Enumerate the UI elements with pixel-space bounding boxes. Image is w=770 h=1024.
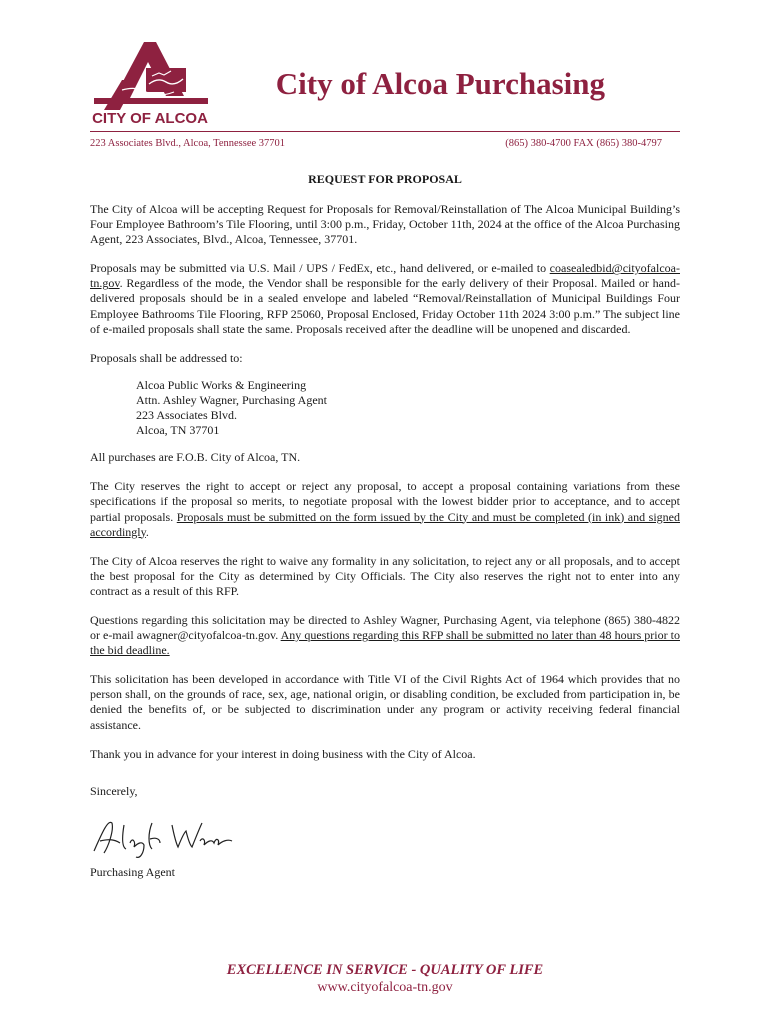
letter-body xyxy=(90,202,680,894)
address-line: Alcoa Public Works & Engineering xyxy=(136,377,307,392)
paragraph-thanks: Thank you in advance for your interest in doing business with the City of Alcoa. xyxy=(90,746,476,761)
paragraph-submission xyxy=(90,261,680,336)
header-phone-fax: (865) 380-4700 FAX (865) 380-4797 xyxy=(505,138,662,149)
paragraph-addressed-to: Proposals shall be addressed to: xyxy=(90,350,243,365)
paragraph-questions-underlined: Any questions regarding this RFP shall be submitted no later than 48 hours prior to the bid deadline. xyxy=(90,628,680,658)
paragraph-submission-text-a: Proposals may be submitted via U.S. Mail / UPS / FedEx, etc., hand delivered, or e-mailed to xyxy=(90,261,550,276)
address-line: Alcoa, TN 37701 xyxy=(136,423,220,438)
paragraph-title-vi: This solicitation has been developed in accordance with Title VI of the Civil Rights Act of 1964 which provides that no person shall, on the grounds of race, sex, age, national origin, or disabling condition, be excluded from participation in, be denied the benefits of, or be subjected to discrimination under any program or activity receiving federal financial assistance. xyxy=(90,672,680,732)
mailing-address-block xyxy=(136,378,680,438)
closing: Sincerely, xyxy=(90,783,138,798)
letter-heading: REQUEST FOR PROPOSAL xyxy=(308,172,462,186)
footer-website-link[interactable]: www.cityofalcoa-tn.gov xyxy=(317,980,453,995)
footer-motto: EXCELLENCE IN SERVICE - QUALITY OF LIFE xyxy=(226,962,544,978)
paragraph-fob: All purchases are F.O.B. City of Alcoa, TN. xyxy=(90,450,301,465)
bid-email-link[interactable]: coasealedbid@cityofalcoa-tn.gov xyxy=(90,261,680,291)
city-of-alcoa-logo xyxy=(92,40,210,128)
page-title: City of Alcoa Purchasing xyxy=(275,66,605,101)
paragraph-rights-text-a: The City reserves the right to accept or reject any proposal, to accept a proposal containing variations from these specifications if the proposal so merits, to negotiate proposal with the lowest bidder prior to acceptance, and to accept partial proposals. xyxy=(90,479,680,524)
paragraph-submission-text-b: . Regardless of the mode, the Vendor shall be responsible for the early delivery of their Proposal. Mailed or hand-delivered proposals should be in a sealed envelope and labeled “Removal/Reinstallation of Municipal Buildings Four Employee Bathrooms Tile Flooring, RFP 25060, Proposal Enclosed, Friday October 11th 2024 3:00 p.m.” The subject line of e-mailed proposals shall state the same. Proposals received after the deadline will be unopened and discarded. xyxy=(90,276,680,336)
paragraph-questions-text: Questions regarding this solicitation may be directed to Ashley Wagner, Purchasing Agent, via telephone (865) 380-4822 or e-mail awagner@cityofalcoa-tn.gov. xyxy=(90,612,680,643)
header-address: 223 Associates Blvd., Alcoa, Tennessee 37701 xyxy=(90,138,286,149)
paragraph-rights-text-b: . xyxy=(145,524,149,539)
signature xyxy=(90,813,250,861)
header-divider xyxy=(90,131,680,132)
paragraph-intro: The City of Alcoa will be accepting Request for Proposals for Removal/Reinstallation of The Alcoa Municipal Building’s Four Employee Bathroom’s Tile Flooring, until 3:00 p.m., Friday, October 11th, 2024 at the office of the Alcoa Purchasing Agent, 223 Associates, Blvd., Alcoa, Tennessee, 37701. xyxy=(90,202,680,247)
address-line: Attn. Ashley Wagner, Purchasing Agent xyxy=(136,392,327,407)
address-line: 223 Associates Blvd. xyxy=(136,408,237,423)
paragraph-questions xyxy=(90,613,680,658)
logo-wordmark: CITY OF ALCOA xyxy=(92,110,208,127)
signer-title: Purchasing Agent xyxy=(90,864,175,879)
paragraph-rights xyxy=(90,479,680,539)
paragraph-formality: The City of Alcoa reserves the right to waive any formality in any solicitation, to reject any or all proposals, and to accept the best proposal for the City as determined by City Officials. The City also reserves the right not to enter into any contract as a result of this RFP. xyxy=(90,553,680,598)
paragraph-rights-underlined: Proposals must be submitted on the form issued by the City and must be completed (in ink) and signed accordingly xyxy=(90,509,680,539)
